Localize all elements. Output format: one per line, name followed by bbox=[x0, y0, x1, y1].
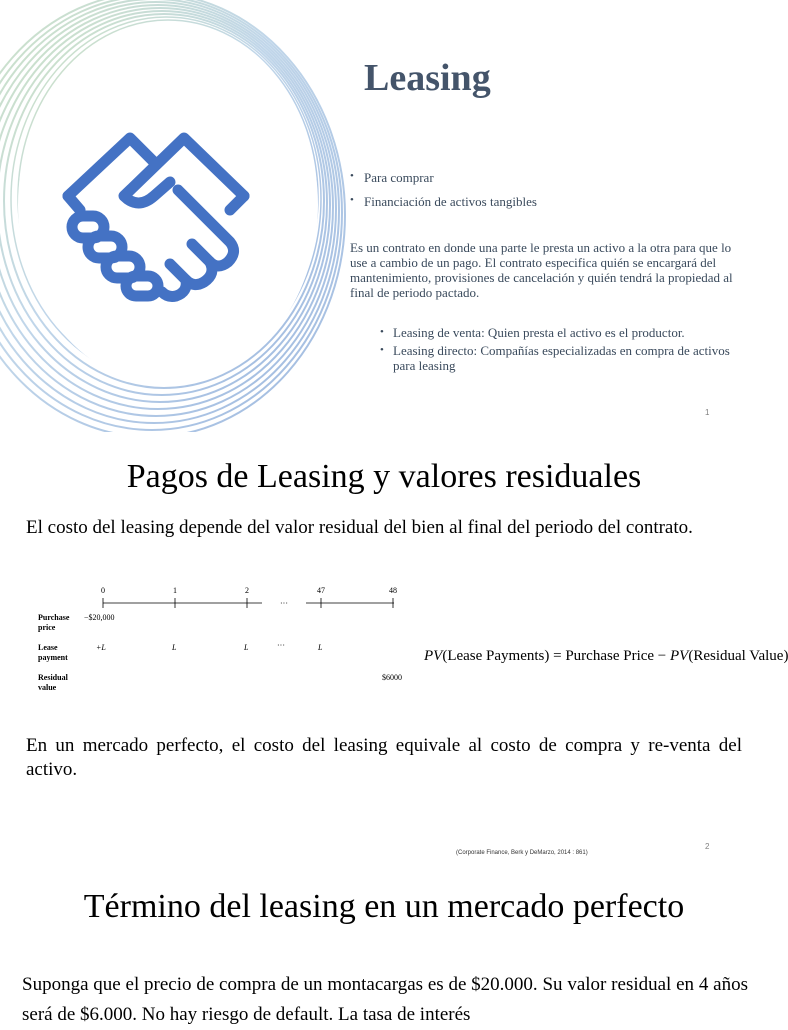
exercise-paragraph: Suponga que el precio de compra de un montacargas es de $20.000. Su valor residual en 4 años será de $6.000. No hay riesgo de default. La tasa de interés bbox=[22, 974, 748, 1025]
bullet-list bbox=[350, 170, 537, 218]
cash-flow-timeline bbox=[34, 580, 414, 710]
row-label: Lease bbox=[38, 643, 58, 652]
slide-3 bbox=[0, 874, 768, 1024]
row-label: payment bbox=[38, 653, 68, 662]
slide-title: Leasing bbox=[364, 57, 491, 99]
pv-formula bbox=[424, 648, 788, 665]
slide-separator bbox=[0, 432, 768, 444]
cash-flow-value: +L bbox=[96, 643, 106, 652]
handshake-icon bbox=[58, 126, 258, 316]
cash-flow-value: L bbox=[318, 643, 323, 652]
conclusion-paragraph: En un mercado perfecto, el costo del leasing equivale al costo de compra y re-venta del activo. bbox=[26, 735, 742, 780]
row-label: value bbox=[38, 683, 57, 692]
period-label: 47 bbox=[317, 586, 325, 595]
page-number: 1 bbox=[705, 408, 710, 417]
formula-pv: PV bbox=[670, 648, 689, 664]
row-label: price bbox=[38, 623, 56, 632]
intro-paragraph: El costo del leasing depende del valor residual del bien al final del periodo del contrato. bbox=[26, 517, 693, 538]
sub-bullet-item: • Leasing directo: Compañías especializadas en compra de activos para leasing bbox=[380, 343, 752, 373]
cash-flow-value: $6000 bbox=[382, 673, 402, 682]
slide-1 bbox=[0, 0, 768, 432]
citation: (Corporate Finance, Berk y DeMarzo, 2014 : 861) bbox=[456, 850, 588, 856]
bullet-item: • Para comprar bbox=[350, 170, 537, 186]
slide-separator bbox=[0, 862, 768, 874]
bullet-item: • Financiación de activos tangibles bbox=[350, 194, 537, 210]
sub-bullet-item: • Leasing de venta: Quien presta el activo es el productor. bbox=[380, 325, 752, 340]
period-label: 0 bbox=[101, 586, 105, 595]
period-label: 48 bbox=[389, 586, 397, 595]
definition-paragraph: Es un contrato en donde una parte le presta un activo a la otra para que lo use a cambio de un pago. El contrato especifica quién se encargará del mantenimiento, provisiones de cancelación y quién tendrá la propiedad al final de periodo pactado. bbox=[350, 240, 733, 300]
formula-rhs: (Residual Value) bbox=[688, 648, 788, 664]
slide-2 bbox=[0, 444, 788, 862]
cash-flow-value: L bbox=[244, 643, 249, 652]
formula-lhs: (Lease Payments) = Purchase Price − bbox=[442, 648, 671, 664]
formula-pv: PV bbox=[424, 648, 443, 664]
row-label: Residual bbox=[38, 673, 68, 682]
slide-title: Pagos de Leasing y valores residuales bbox=[126, 458, 642, 495]
sub-bullet-list bbox=[380, 325, 752, 376]
period-label: 2 bbox=[245, 586, 249, 595]
slide-title: Término del leasing en un mercado perfecto bbox=[83, 888, 685, 925]
row-label: Purchase bbox=[38, 613, 70, 622]
cash-flow-value: −$20,000 bbox=[84, 613, 115, 622]
period-label: 1 bbox=[173, 586, 177, 595]
page-number: 2 bbox=[705, 842, 710, 851]
cash-flow-value: L bbox=[172, 643, 177, 652]
period-label: ··· bbox=[280, 599, 288, 608]
cash-flow-value: ··· bbox=[277, 641, 285, 650]
